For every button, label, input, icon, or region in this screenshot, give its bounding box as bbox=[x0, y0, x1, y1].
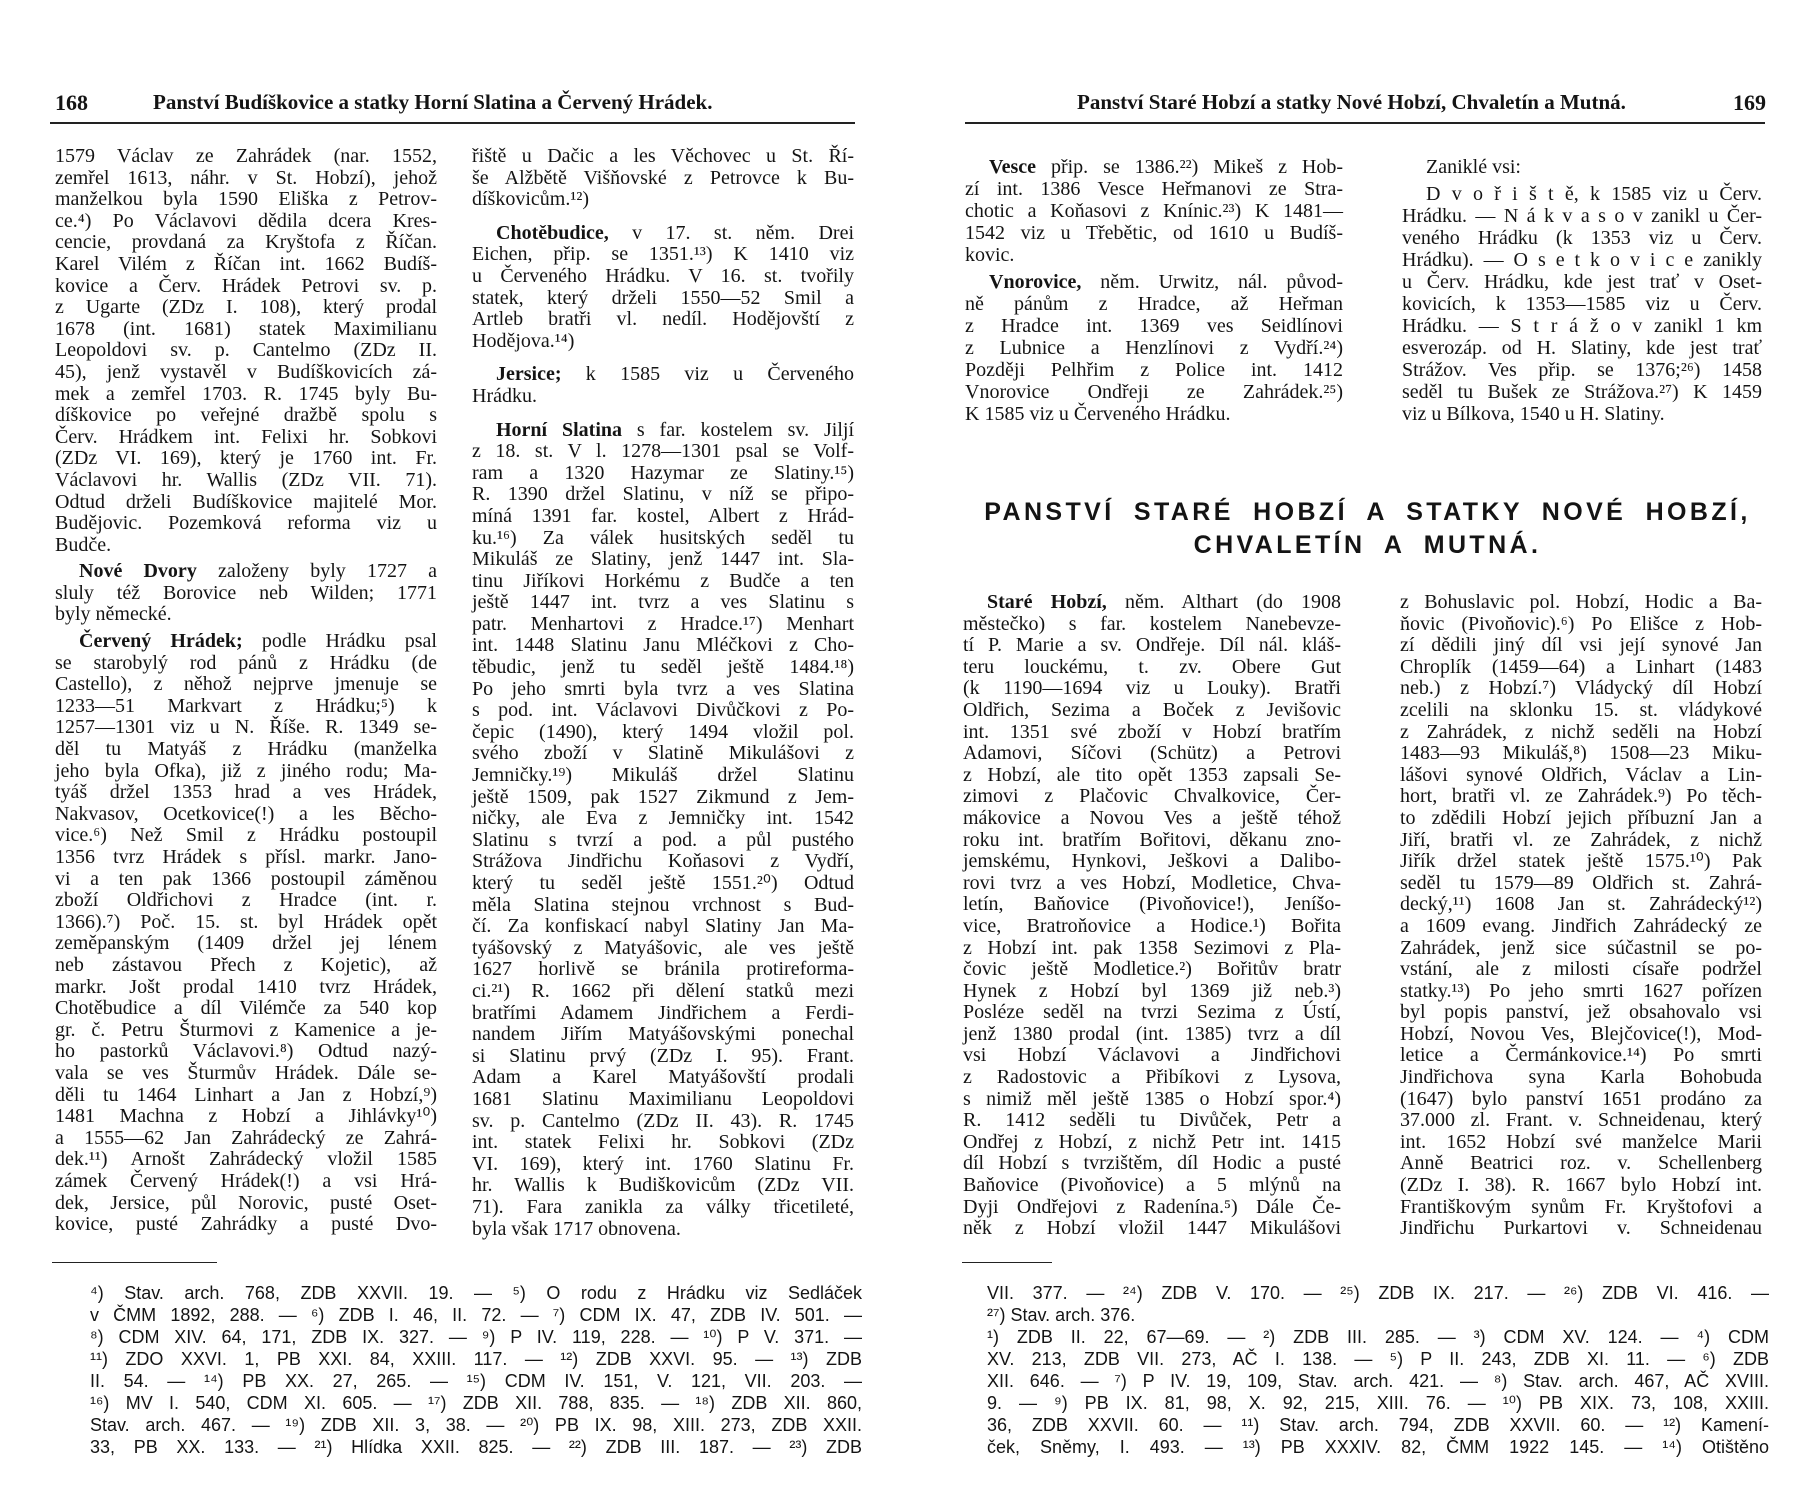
text-line: sluly též Borovice neb Wilden; 1771 bbox=[55, 581, 437, 604]
text-line: Hrádku. — S t r á ž o v zanikl 1 km bbox=[1402, 315, 1762, 337]
text-line: svého zboží v Slatině Mikulášovi z bbox=[472, 742, 854, 765]
text-line: z Radostovic a Přibíkovi z Lysova, bbox=[963, 1066, 1341, 1089]
text-line: Hrádku. bbox=[472, 384, 537, 407]
text-line: Jindřichova syna Karla Bohobuda bbox=[1400, 1066, 1762, 1089]
text-line: něk z Hobzí vložil 1447 Mikulášovi bbox=[963, 1217, 1341, 1240]
text-line bbox=[472, 223, 854, 245]
entry-heading: Vesce bbox=[989, 156, 1037, 178]
text-line: vice.⁶) Než Smil z Hrádku postoupil bbox=[55, 824, 437, 847]
text-line: teru louckému, t. zv. Obere Gut bbox=[963, 655, 1341, 678]
text-column-right bbox=[472, 146, 854, 1240]
text-line: u Červeného Hrádku. V 16. st. tvořily bbox=[472, 264, 854, 287]
text-line: Nakvasov, Ocetkovice(!) a les Běcho- bbox=[55, 802, 437, 825]
text-line: tinu Jiříkovi Horkému z Budče a ten bbox=[472, 569, 854, 592]
text-line: zcelili na sklonku 15. st. vládykové bbox=[1400, 698, 1762, 721]
text-line: z Zahrádek, z nichž seděli na Hobzí bbox=[1400, 720, 1762, 743]
text-line: 1627 horlivě se bránila protireforma- bbox=[472, 958, 854, 981]
paragraph bbox=[55, 146, 437, 556]
entry-text: v 17. st. něm. Drei bbox=[608, 221, 854, 244]
text-line: Jiří, bratři vl. ze Zahrádek, z nichž bbox=[1400, 828, 1762, 851]
text-line: jenž 1380 prodal (int. 1385) tvrz a díl bbox=[963, 1022, 1341, 1045]
text-line: v ČMM 1892, 288. — ⁶) ZDB I. 46, II. 72. — ⁷) CDM IX. 47, ZDB IV. 501. — bbox=[90, 1305, 862, 1325]
text-line: Strážov. Ves přip. se 1376;²⁶) 1458 bbox=[1402, 359, 1762, 381]
text-line: zimovi z Plačovic Chvalkovice, Čer- bbox=[963, 785, 1341, 808]
text-line: letice a Čermánkovice.¹⁴) Po smrti bbox=[1400, 1044, 1762, 1067]
text-line: Karel Vilém z Říčan int. 1662 Budíš- bbox=[55, 252, 437, 275]
header-rule bbox=[50, 122, 855, 124]
text-line: 1257—1301 viz u N. Říše. R. 1349 se- bbox=[55, 716, 437, 739]
entry-heading: Horní Slatina bbox=[496, 418, 623, 441]
footnotes bbox=[90, 1282, 862, 1458]
text-line bbox=[472, 420, 854, 442]
text-line: int. 1351 své zboží v Hobzí bratřím bbox=[963, 720, 1341, 743]
text-line: (1647) bylo panství 1651 prodáno za bbox=[1400, 1087, 1762, 1110]
text-line: Hrádku). — O s e t k o v i c e zanikly bbox=[1402, 249, 1762, 271]
text-line: ce.⁴) Po Václavovi dědila dcera Kres- bbox=[55, 209, 437, 232]
text-line: dek.¹¹) Arnošt Zahrádecký vložil 1585 bbox=[55, 1148, 437, 1171]
text-line: děli tu 1464 Linhart a Jan z Hobzí,⁹) bbox=[55, 1083, 437, 1106]
section-heading bbox=[960, 496, 1775, 562]
entry-heading: Jersice; bbox=[496, 363, 562, 386]
paragraph bbox=[965, 156, 1343, 266]
text-line: tí P. Marie a sv. Ondřeje. Díl nál. kláš- bbox=[963, 634, 1341, 657]
text-line: Adam a Karel Matyášovští prodali bbox=[472, 1066, 854, 1089]
text-line: chotic a Koňasovi z Knínic.²³) K 1481— bbox=[965, 200, 1343, 222]
text-line: D v o ř i š t ě, k 1585 viz u Červ. bbox=[1426, 183, 1762, 205]
text-line: 9. — ⁹) PB IX. 81, 98, X. 92, 215, XIII. 76. — ¹⁰) PB XIX. 73, 108, XXIII. bbox=[987, 1393, 1769, 1413]
text-line: Hrádku. — N á k v a s o v zanikl u Čer- bbox=[1402, 205, 1762, 227]
text-line: a 1609 evang. Jindřich Zahrádecký ze bbox=[1400, 914, 1762, 937]
page-number: 168 bbox=[55, 90, 88, 115]
text-line: ně pánům z Hradce, až Heřman bbox=[965, 293, 1343, 315]
text-line: 1366).⁷) Poč. 15. st. byl Hrádek opět bbox=[55, 910, 437, 933]
text-line: Hynek z Hobzí byl 1369 již neb.³) bbox=[963, 979, 1341, 1002]
text-line bbox=[963, 592, 1341, 614]
text-line: seděl tu Bušek ze Strážova.²⁷) K 1459 bbox=[1402, 381, 1762, 403]
text-line: a 1555—62 Jan Zahrádecký ze Zahrá- bbox=[55, 1126, 437, 1149]
text-line: 1579 Václav ze Zahrádek (nar. 1552, bbox=[55, 145, 437, 167]
text-line: Ondřej z Hobzí, z nichž Petr int. 1415 bbox=[963, 1130, 1341, 1153]
text-line bbox=[965, 156, 1343, 178]
text-line bbox=[55, 561, 437, 583]
text-line: R. 1412 seděli tu Divůček, Petr a bbox=[963, 1109, 1341, 1132]
text-line: ničky, ale Eva z Jemničky int. 1542 bbox=[472, 807, 854, 830]
text-line: XV. 213, ZDB VII. 273, AČ I. 138. — ⁵) P II. 243, ZDB XI. 11. — ⁶) ZDB bbox=[987, 1349, 1769, 1369]
text-line: kovice a Červ. Hrádek Petrovi sv. p. bbox=[55, 274, 437, 297]
text-line: II. 54. — ¹⁴) PB XX. 27, 265. — ¹⁵) CDM IV. 151, V. 121, VII. 203. — bbox=[90, 1371, 862, 1391]
entry-text: něm. Urwitz, nál. původ- bbox=[1081, 271, 1343, 293]
text-line: Slatinu s tvrzí a pod. a půl pustého bbox=[472, 828, 854, 851]
text-line: Hodějova.¹⁴) bbox=[472, 329, 575, 352]
text-line: zemřel 1613, náhr. v St. Hobzí), jehož bbox=[55, 166, 437, 189]
text-line: rovi tvrz a ves Hobzí, Modletice, Chva- bbox=[963, 871, 1341, 894]
text-line: vala se ves Šturmův Hrádek. Dále se- bbox=[55, 1061, 437, 1084]
text-line: mek a zemřel 1703. R. 1745 byly Bu- bbox=[55, 382, 437, 405]
text-line: Odtud drželi Budíškovice majitelé Mor. bbox=[55, 490, 437, 513]
text-line: Anně Beatrici roz. v. Schellenberg bbox=[1400, 1152, 1762, 1175]
text-line: z Ugarte (ZDz I. 108), který prodal bbox=[55, 296, 437, 319]
text-line: Leopoldovi sv. p. Cantelmo (ZDz II. bbox=[55, 339, 437, 362]
text-line: roku int. bratřím Bořitovi, děkanu zno- bbox=[963, 828, 1341, 851]
text-line: manželkou byla 1590 Eliška z Petrov- bbox=[55, 188, 437, 211]
text-line: 1678 (int. 1681) statek Maximilianu bbox=[55, 317, 437, 340]
text-line: K 1585 viz u Červeného Hrádku. bbox=[965, 403, 1231, 425]
text-line: z Hobzí int. pak 1358 Sezimovi z Pla- bbox=[963, 936, 1341, 959]
paragraph bbox=[472, 146, 854, 211]
text-line: kovicích, k 1353—1585 viz u Červ. bbox=[1402, 293, 1762, 315]
text-line: cencie, provdaná za Kryštofa z Říčan. bbox=[55, 231, 437, 254]
text-line: bratřími Adamem Jindřichem a Ferdi- bbox=[472, 1001, 854, 1024]
entry-heading: Chotěbudice, bbox=[496, 221, 609, 244]
text-line: zboží Oldřichovi z Hradce (int. r. bbox=[55, 889, 437, 912]
text-line: s nimiž měl ještě 1385 o Hobzí spor.⁴) bbox=[963, 1087, 1341, 1110]
text-line: Oldřich, Sezima a Boček z Jevišovic bbox=[963, 698, 1341, 721]
text-line: ještě 1447 int. tvrz a ves Slatinu s bbox=[472, 591, 854, 614]
text-line: 1542 viz u Třebětic, od 1610 u Budíš- bbox=[965, 222, 1343, 244]
text-line: který tu seděl ještě 1551.²⁰) Odtud bbox=[472, 872, 854, 894]
text-line: hort, bratři vl. ze Zahrádek.⁹) Po těch- bbox=[1400, 785, 1762, 808]
text-line: Zaniklé vsi: bbox=[1426, 156, 1521, 178]
text-line: Mikuláš ze Slatiny, jenž 1447 int. Sla- bbox=[472, 548, 854, 571]
text-line: int. statek Felixi hr. Sobkovi (ZDz bbox=[472, 1131, 854, 1154]
text-line: Hobzí, Novou Ves, Blejčovice(!), Mod- bbox=[1400, 1022, 1762, 1045]
text-line: int. 1448 Slatinu Janu Mléčkovi z Cho- bbox=[472, 634, 854, 657]
entry-text: s far. kostelem sv. Jiljí bbox=[622, 418, 854, 441]
page-number: 169 bbox=[1733, 90, 1766, 115]
entry-heading: Vnorovice, bbox=[989, 271, 1082, 293]
text-line: 1356 tvrz Hrádek s přísl. markr. Jano- bbox=[55, 846, 437, 868]
text-line: měla Slatina stejnou vrchnost s Bud- bbox=[472, 893, 854, 916]
text-line: sv. p. Cantelmo (ZDz II. 43). R. 1745 bbox=[472, 1109, 854, 1132]
text-line: statky.¹³) Po jeho smrti 1627 pořízen bbox=[1400, 979, 1762, 1002]
text-column-left bbox=[965, 156, 1343, 425]
text-line: zí int. 1386 Vesce Heřmanovi ze Stra- bbox=[965, 178, 1343, 200]
text-line: zeměpanským (1409 držel jej lénem bbox=[55, 932, 437, 955]
text-line: ještě 1509, pak 1527 Zikmund z Jem- bbox=[472, 785, 854, 808]
footnote-rule bbox=[962, 1262, 1052, 1263]
text-line: VII. 377. — ²⁴) ZDB V. 170. — ²⁵) ZDB IX. 217. — ²⁶) ZDB VI. 416. — bbox=[987, 1283, 1769, 1303]
entry-heading: Červený Hrádek; bbox=[79, 630, 243, 653]
text-line: ⁸) CDM XIV. 64, 171, ZDB IX. 327. — ⁹) P IV. 119, 228. — ¹⁰) P V. 371. — bbox=[90, 1327, 862, 1347]
text-line: seděl tu 1579—89 Oldřich st. Zahrá- bbox=[1400, 871, 1762, 894]
text-line: díškovice po veřejné dražbě spolu s bbox=[55, 404, 437, 427]
text-line: Chotěbudice a díl Vilémče za 540 kop bbox=[55, 997, 437, 1020]
text-line: ²⁷) Stav. arch. 376. bbox=[987, 1305, 1136, 1325]
running-head: Panství Staré Hobzí a statky Nové Hobzí, Chvaletín a Mutná. bbox=[1077, 90, 1626, 114]
text-line: ¹⁶) MV I. 540, CDM XI. 605. — ¹⁷) ZDB XII. 788, 835. — ¹⁸) ZDB XII. 860, bbox=[90, 1393, 862, 1413]
text-line: 1681 Slatinu Maximilianu Leopoldovi bbox=[472, 1087, 854, 1110]
text-line: se starobylý rod pánů z Hrádku (de bbox=[55, 651, 437, 674]
text-line: zí dědili jiný díl vsi její synové Jan bbox=[1400, 634, 1762, 657]
text-line: kovice, pusté Zahrádky a pusté Dvo- bbox=[55, 1213, 437, 1236]
footnote-rule bbox=[52, 1262, 217, 1263]
text-line: jemskému, Hynkovi, Ješkovi a Dalibo- bbox=[963, 850, 1341, 873]
text-line: viz u Bílkova, 1540 u H. Slatiny. bbox=[1402, 403, 1665, 425]
text-line: R. 1390 držel Slatinu, v níž se připo- bbox=[472, 483, 854, 506]
text-line: esverozáp. od H. Slatiny, kde jest trať bbox=[1402, 337, 1762, 359]
text-line: vsi Hobzí Václavovi a Jindřichovi bbox=[963, 1044, 1341, 1067]
text-line: ci.²¹) R. 1662 při dělení statků mezi bbox=[472, 979, 854, 1002]
text-line: ňovic (Pivoňovic).⁶) Po Elišce z Hob- bbox=[1400, 612, 1762, 635]
text-line bbox=[55, 631, 437, 653]
text-line: hr. Wallis k Budiškovicům (ZDz VII. bbox=[472, 1174, 854, 1197]
text-line: Václavovi hr. Wallis (ZDz VII. 71). bbox=[55, 468, 437, 491]
text-line: 1483—93 Mikuláš,⁸) 1508—23 Miku- bbox=[1400, 742, 1762, 765]
paragraph bbox=[1402, 156, 1762, 178]
text-line: Červ. Hrádkem int. Felixi hr. Sobkovi bbox=[55, 425, 437, 448]
text-line: s pod. int. Václavovi Divůčkovi z Po- bbox=[472, 699, 854, 722]
text-line: vice, Bratroňovice a Hodice.¹) Bořita bbox=[963, 914, 1341, 937]
text-line: Castello), z něhož nejprve jmenuje se bbox=[55, 673, 437, 696]
text-line: neb.) z Hobzí.⁷) Vládycký díl Hobzí bbox=[1400, 677, 1762, 700]
header-rule bbox=[965, 122, 1765, 124]
text-line: ¹¹) ZDO XXVI. 1, PB XXI. 84, XXIII. 117. — ¹²) ZDB XXVI. 95. — ¹³) ZDB bbox=[90, 1349, 862, 1369]
text-line: patr. Menhartovi z Hradce.¹⁷) Menhart bbox=[472, 612, 854, 635]
text-line: Adamovi, Síčovi (Schütz) a Petrovi bbox=[963, 742, 1341, 765]
text-line: 1233—51 Markvart z Hrádku;⁵) k bbox=[55, 694, 437, 717]
text-column-right bbox=[1402, 156, 1762, 425]
paragraph bbox=[55, 561, 437, 626]
text-column-left bbox=[963, 592, 1341, 1240]
section-heading-line: CHVALETÍN A MUTNÁ. bbox=[1193, 531, 1542, 559]
text-line: dek, Jersice, půl Norovic, pusté Oset- bbox=[55, 1191, 437, 1214]
text-line: Baňovice (Pivoňovice) a 5 mlýnů na bbox=[963, 1174, 1341, 1197]
text-line: si Slatinu prvý (ZDz I. 95). Frant. bbox=[472, 1044, 854, 1067]
text-line: jeho byla Ofka), již z jiného rodu; Ma- bbox=[55, 759, 437, 782]
text-line: mákovice a Novou Ves a ještě téhož bbox=[963, 806, 1341, 829]
text-line: int. 1652 Hobzí své manželce Marii bbox=[1400, 1130, 1762, 1153]
text-line: řiště u Dačic a les Věchovec u St. Ří- bbox=[472, 145, 854, 167]
paragraph bbox=[1400, 592, 1762, 1240]
text-line: zámek Červený Hrádek(!) a vsi Hrá- bbox=[55, 1169, 437, 1192]
text-line: Po jeho smrti byla tvrz a ves Slatina bbox=[472, 677, 854, 700]
entry-heading: Staré Hobzí, bbox=[987, 591, 1107, 613]
text-line: 1481 Machna z Hobzí a Jihlávky¹⁰) bbox=[55, 1105, 437, 1128]
text-line: díl Hobzí s tvrzištěm, díl Hodic a pusté bbox=[963, 1152, 1341, 1175]
text-line: neb zástavou Přech z Kojetic), až bbox=[55, 953, 437, 976]
text-line: (k 1190—1694 viz u Louky). Bratři bbox=[963, 677, 1341, 700]
text-line: byl popis panství, jež obsahovalo vsi bbox=[1400, 1001, 1762, 1024]
text-line: 71). Fara zanikla za války třicetileté, bbox=[472, 1195, 854, 1218]
entry-text: založeny byly 1727 a bbox=[196, 560, 437, 583]
text-line: Chroplík (1459—64) a Linhart (1483 bbox=[1400, 655, 1762, 678]
text-column-right bbox=[1400, 592, 1762, 1240]
text-line: Jemničky.¹⁹) Mikuláš držel Slatinu bbox=[472, 764, 854, 787]
text-line: (ZDz VI. 169), který je 1760 int. Fr. bbox=[55, 447, 437, 470]
text-line: lášovi synové Oldřich, Václav a Lin- bbox=[1400, 763, 1762, 786]
paragraph bbox=[55, 631, 437, 1236]
text-line: ⁴) Stav. arch. 768, ZDB XXVII. 19. — ⁵) O rodu z Hrádku viz Sedláček bbox=[90, 1283, 862, 1303]
text-line: VI. 169), který int. 1760 Slatinu Fr. bbox=[472, 1152, 854, 1175]
paragraph bbox=[472, 223, 854, 353]
text-line: letín, Baňovice (Pivoňovice!), Jeníšo- bbox=[963, 893, 1341, 916]
text-line: Dyji Ondřejovi z Radenína.⁵) Dále Če- bbox=[963, 1195, 1341, 1218]
text-line: Eichen, přip. se 1351.¹³) K 1410 viz bbox=[472, 243, 854, 266]
text-line: Vnorovice Ondřeji ze Zahrádek.²⁵) bbox=[965, 381, 1343, 403]
entry-text: k 1585 viz u Červeného bbox=[561, 363, 854, 386]
text-line: 36, ZDB XXVII. 60. — ¹¹) Stav. arch. 794, ZDB XXVII. 60. — ¹²) Kamení- bbox=[987, 1415, 1769, 1435]
text-line: ku.¹⁶) Za válek husitských seděl tu bbox=[472, 526, 854, 549]
footnotes bbox=[987, 1282, 1769, 1458]
text-line: městečko) s far. kostelem Nanebevze- bbox=[963, 612, 1341, 635]
text-line: tyáš držel 1353 hrad a ves Hrádek, bbox=[55, 781, 437, 804]
text-line: děl tu Matyáš z Hrádku (manželka bbox=[55, 738, 437, 761]
paragraph bbox=[90, 1282, 862, 1458]
text-line: ček, Sněmy, I. 493. — ¹³) PB XXXIV. 82, ČMM 1922 145. — ¹⁴) Otištěno bbox=[987, 1437, 1769, 1457]
text-line: z 18. st. V l. 1278—1301 psal se Volf- bbox=[472, 440, 854, 463]
entry-text: něm. Althart (do 1908 bbox=[1106, 591, 1341, 613]
text-line: těbudic, jenž tu seděl ještě 1484.¹⁸) bbox=[472, 656, 854, 679]
text-line: čepic (1490), který 1494 vložil pol. bbox=[472, 720, 854, 743]
paragraph bbox=[1402, 183, 1762, 425]
text-line: markr. Jošt prodal 1410 tvrz Hrádek, bbox=[55, 975, 437, 998]
running-head: Panství Budíškovice a statky Horní Slatina a Červený Hrádek. bbox=[153, 90, 713, 114]
text-line: veného Hrádku (k 1353 viz u Červ. bbox=[1402, 227, 1762, 249]
text-line: še Alžbětě Višňovské z Petrovce k Bu- bbox=[472, 166, 854, 189]
text-line: 45), jenž vystavěl v Budíškovicích zá- bbox=[55, 360, 437, 383]
text-line: u Červ. Hrádku, kde jest trať v Oset- bbox=[1402, 271, 1762, 293]
text-line: čovic ještě Modletice.²) Bořitův bratr bbox=[963, 958, 1341, 981]
entry-text: podle Hrádku psal bbox=[242, 630, 437, 653]
text-column-left bbox=[55, 146, 437, 1236]
text-line: z Hobzí, ale tito opět 1353 zapsali Se- bbox=[963, 763, 1341, 786]
text-line: díškovicům.¹²) bbox=[472, 188, 589, 211]
text-line: statek, který drželi 1550—52 Smil a bbox=[472, 286, 854, 309]
text-line: ram a 1320 Hazymar ze Slatiny.¹⁵) bbox=[472, 461, 854, 484]
paragraph bbox=[987, 1282, 1769, 1326]
entry-text: přip. se 1386.²²) Mikeš z Hob- bbox=[1036, 156, 1343, 178]
text-line: Později Pelhřim z Police int. 1412 bbox=[965, 359, 1343, 381]
text-line: (ZDz I. 38). R. 1667 bylo Hobzí int. bbox=[1400, 1174, 1762, 1197]
text-line: míná 1391 far. kostel, Albert z Hrád- bbox=[472, 504, 854, 527]
paragraph bbox=[987, 1326, 1769, 1458]
text-line: tyášovský z Matyášovic, ale ves ještě bbox=[472, 936, 854, 959]
text-line: ¹) ZDB II. 22, 67—69. — ²) ZDB III. 285. — ³) CDM XV. 124. — ⁴) CDM bbox=[987, 1327, 1769, 1347]
text-line: Strážova Jindřichu Koňasovi z Vydří, bbox=[472, 850, 854, 873]
text-line: 37.000 zl. Frant. v. Schneidenau, který bbox=[1400, 1109, 1762, 1132]
paragraph bbox=[963, 592, 1341, 1240]
text-line: Posléze seděl na tvrzi Sezima z Ústí, bbox=[963, 1001, 1341, 1024]
text-line: XII. 646. — ⁷) P IV. 19, 109, Stav. arch. 421. — ⁸) Stav. arch. 467, AČ XVIII. bbox=[987, 1371, 1769, 1391]
text-line: vi a ten pak 1366 postoupil záměnou bbox=[55, 867, 437, 890]
text-line: byly německé. bbox=[55, 603, 172, 626]
text-line: Jiřík držel statek ještě 1575.¹⁰) Pak bbox=[1400, 850, 1762, 873]
entry-heading: Nové Dvory bbox=[79, 560, 197, 583]
text-line: gr. č. Petru Šturmovi z Kamenice a je- bbox=[55, 1018, 437, 1041]
text-line: byla však 1717 obnovena. bbox=[472, 1217, 681, 1240]
paragraph bbox=[472, 420, 854, 1241]
text-line bbox=[472, 364, 854, 386]
text-line: Budějovic. Pozemková reforma viz u bbox=[55, 512, 437, 535]
text-line: z Hradce int. 1369 ves Seidlínovi bbox=[965, 315, 1343, 337]
paragraph bbox=[472, 364, 854, 407]
text-line: Jindřichu Purkartovi v. Schneidenau bbox=[1400, 1217, 1762, 1240]
text-line: vstání, ale z milosti císaře podržel bbox=[1400, 958, 1762, 981]
text-line: čí. Za konfiskací nabyl Slatiny Jan Ma- bbox=[472, 915, 854, 938]
text-line: Budče. bbox=[55, 533, 112, 556]
text-line: z Lubnice a Henzlínovi z Vydří.²⁴) bbox=[965, 337, 1343, 359]
text-line: to zdědili Hobzí jejich příbuzní Jan a bbox=[1400, 806, 1762, 829]
text-line: Stav. arch. 467. — ¹⁹) ZDB XII. 3, 38. — ²⁰) PB IX. 98, XIII. 273, ZDB XXII. bbox=[90, 1415, 862, 1435]
text-line: nandem Jiřím Matyášovskými ponechal bbox=[472, 1023, 854, 1046]
text-line: z Bohuslavic pol. Hobzí, Hodic a Ba- bbox=[1400, 591, 1762, 613]
section-heading-line: PANSTVÍ STARÉ HOBZÍ A STATKY NOVÉ HOBZÍ, bbox=[984, 498, 1751, 526]
text-line: 33, PB XX. 133. — ²¹) Hlídka XXII. 825. — ²²) ZDB III. 187. — ²³) ZDB bbox=[90, 1437, 862, 1457]
text-line: Zahrádek, jenž sice súčastnil se po- bbox=[1400, 936, 1762, 959]
text-line bbox=[965, 271, 1343, 293]
text-line: decký,¹¹) 1608 Jan st. Zahrádecký¹²) bbox=[1400, 893, 1762, 916]
text-line: Artleb bratři vl. nedíl. Hodějovští z bbox=[472, 308, 854, 331]
paragraph bbox=[965, 271, 1343, 425]
text-line: Františkovým synům Fr. Kryštofovi a bbox=[1400, 1195, 1762, 1218]
text-line: kovic. bbox=[965, 244, 1015, 266]
text-line: ho pastorků Václavovi.⁸) Odtud nazý- bbox=[55, 1040, 437, 1063]
